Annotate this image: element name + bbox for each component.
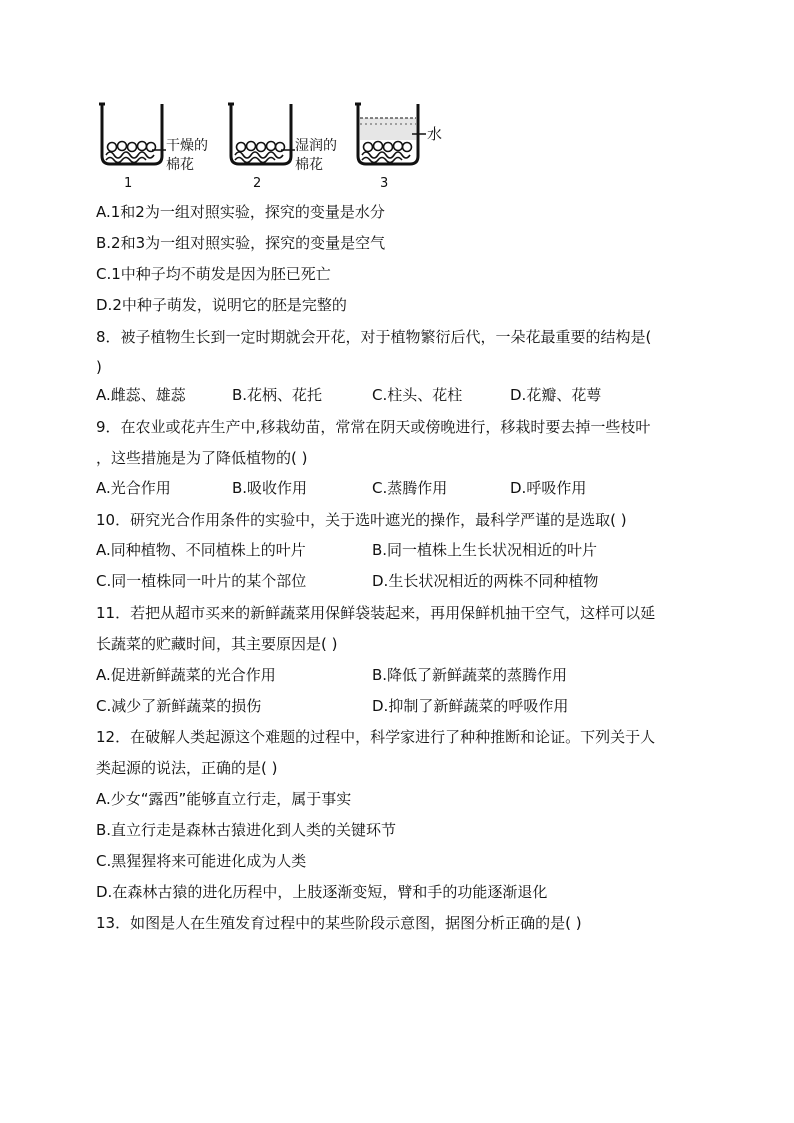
q10-option-a: A.同种植物、不同植株上的叶片 bbox=[96, 541, 306, 559]
beaker1-label2: 棉花 bbox=[166, 157, 194, 173]
q9-stem-cont: ，这些措施是为了降低植物的( ) bbox=[96, 449, 308, 467]
q7-option-d: D.2中种子萌发，说明它的胚是完整的 bbox=[96, 296, 347, 314]
q8-option-b: B.花柄、花托 bbox=[232, 386, 323, 404]
q11-option-c: C.减少了新鲜蔬菜的损伤 bbox=[96, 697, 262, 715]
q11-option-a: A.促进新鲜蔬菜的光合作用 bbox=[96, 666, 276, 684]
q8-option-a: A.雌蕊、雄蕊 bbox=[96, 386, 186, 404]
q9-option-a: A.光合作用 bbox=[96, 479, 171, 497]
q11-stem: 11．若把从超市买来的新鲜蔬菜用保鲜袋装起来，再用保鲜机抽干空气，这样可以延 bbox=[96, 604, 656, 622]
q9-option-c: C.蒸腾作用 bbox=[372, 479, 448, 497]
q12-option-b: B.直立行走是森林古猿进化到人类的关键环节 bbox=[96, 821, 397, 839]
cotton-2 bbox=[235, 152, 283, 163]
seeds-1 bbox=[108, 142, 156, 152]
q12-option-c: C.黑猩猩将来可能进化成为人类 bbox=[96, 852, 307, 870]
q7-option-b: B.2和3为一组对照实验，探究的变量是空气 bbox=[96, 234, 386, 252]
q8-option-c: C.柱头、花柱 bbox=[372, 386, 463, 404]
q11-stem-cont: 长蔬菜的贮藏时间，其主要原因是( ) bbox=[96, 635, 338, 653]
q9-option-b: B.吸收作用 bbox=[232, 479, 308, 497]
q12-stem: 12．在破解人类起源这个难题的过程中，科学家进行了种种推断和论证。下列关于人 bbox=[96, 728, 656, 746]
seeds-3 bbox=[364, 142, 412, 152]
beaker2-number: 2 bbox=[253, 176, 262, 191]
q12-stem-cont: 类起源的说法，正确的是( ) bbox=[96, 759, 278, 777]
seed-germination-figure bbox=[96, 98, 446, 192]
cotton-1 bbox=[106, 152, 154, 163]
q9-option-d: D.呼吸作用 bbox=[510, 479, 587, 497]
cotton-3 bbox=[362, 152, 410, 163]
q10-stem: 10．研究光合作用条件的实验中，关于选叶遮光的操作，最科学严谨的是选取( ) bbox=[96, 511, 627, 529]
beaker1-number: 1 bbox=[124, 176, 133, 191]
q10-option-c: C.同一植株同一叶片的某个部位 bbox=[96, 572, 307, 590]
beaker2-label: 湿润的 bbox=[295, 138, 337, 154]
q10-option-d: D.生长状况相近的两株不同种植物 bbox=[372, 572, 599, 590]
q13-stem: 13．如图是人在生殖发育过程中的某些阶段示意图，据图分析正确的是( ) bbox=[96, 914, 582, 932]
beaker3-label: 水 bbox=[427, 125, 443, 143]
beaker1-label: 干燥的 bbox=[166, 138, 208, 154]
q7-option-a: A.1和2为一组对照实验，探究的变量是水分 bbox=[96, 203, 385, 221]
beaker-1 bbox=[99, 104, 208, 191]
beaker-3 bbox=[355, 104, 442, 191]
beaker2-label2: 棉花 bbox=[295, 157, 323, 173]
q12-option-d: D.在森林古猿的进化历程中，上肢逐渐变短，臂和手的功能逐渐退化 bbox=[96, 883, 548, 901]
q11-option-b: B.降低了新鲜蔬菜的蒸腾作用 bbox=[372, 666, 568, 684]
q9-stem: 9．在农业或花卉生产中,移栽幼苗，常常在阴天或傍晚进行，移栽时要去掉一些枝叶 bbox=[96, 418, 651, 436]
q10-option-b: B.同一植株上生长状况相近的叶片 bbox=[372, 541, 598, 559]
beaker3-number: 3 bbox=[380, 176, 389, 191]
beakers-illustration bbox=[96, 98, 446, 192]
q8-option-d: D.花瓣、花萼 bbox=[510, 386, 602, 404]
seeds-2 bbox=[237, 142, 285, 152]
q12-option-a: A.少女“露西”能够直立行走，属于事实 bbox=[96, 790, 352, 808]
beaker-2 bbox=[228, 104, 337, 191]
q8-stem-cont: ) bbox=[96, 358, 102, 376]
water-fill bbox=[360, 118, 416, 140]
q7-option-c: C.1中种子均不萌发是因为胚已死亡 bbox=[96, 265, 331, 283]
q8-stem: 8．被子植物生长到一定时期就会开花，对于植物繁衍后代，一朵花最重要的结构是( bbox=[96, 328, 652, 346]
q11-option-d: D.抑制了新鲜蔬菜的呼吸作用 bbox=[372, 697, 569, 715]
